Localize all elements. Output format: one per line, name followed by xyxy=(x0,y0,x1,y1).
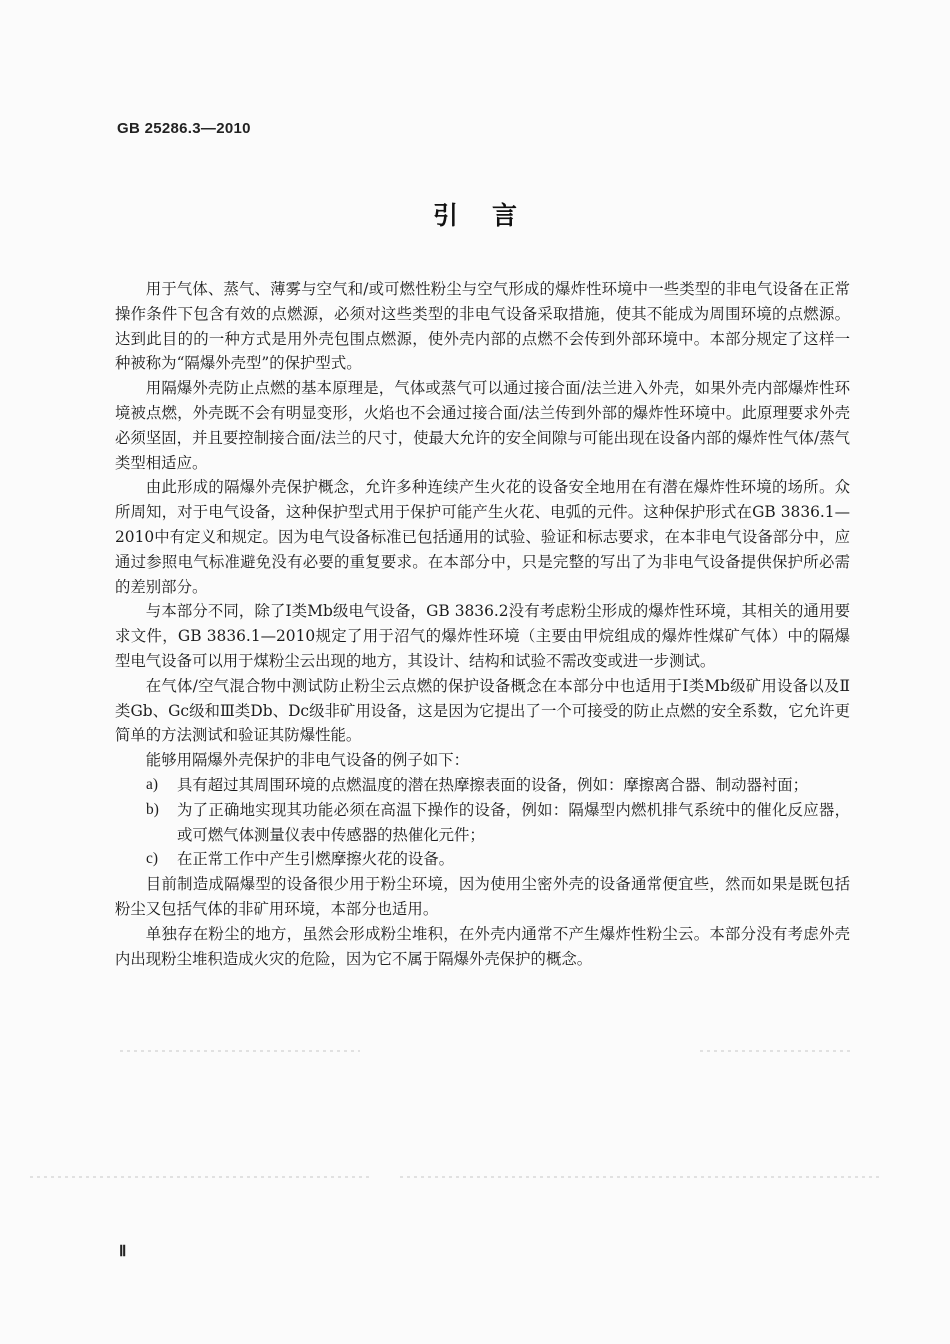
list-marker: c) xyxy=(146,850,158,868)
list-item xyxy=(115,798,850,848)
page-title: 引言 xyxy=(432,201,551,230)
document-body xyxy=(115,277,850,971)
list-item xyxy=(115,847,850,872)
list-item-text: 在正常工作中产生引燃摩擦火花的设备。 xyxy=(177,850,455,869)
list-item-text: 为了正确地实现其功能必须在高温下操作的设备，例如：隔爆型内燃机排气系统中的催化反应器，或可燃气体测量仪表中传感器的热催化元件； xyxy=(177,800,850,844)
list-item xyxy=(115,773,850,798)
scan-artifact xyxy=(30,1176,370,1178)
paragraph: 用隔爆外壳防止点燃的基本原理是，气体或蒸气可以通过接合面/法兰进入外壳，如果外壳内部爆炸性环境被点燃，外壳既不会有明显变形，火焰也不会通过接合面/法兰传到外部的爆炸性环境中。此原理要求外壳必须坚固，并且要控制接合面/法兰的尺寸，使最大允许的安全间隙与可能出现在设备内部的爆炸性气体/蒸气类型相适应。 xyxy=(115,379,850,472)
paragraph: 由此形成的隔爆外壳保护概念，允许多种连续产生火花的设备安全地用在有潜在爆炸性环境的场所。众所周知，对于电气设备，这种保护型式用于保护可能产生火花、电弧的元件。这种保护形式在GB 3836.1—2010中有定义和规定。因为电气设备标准已包括通用的试验、验证和标志要求，在本非电气设备部分中，应通过参照电气标准避免没有必要的重复要求。在本部分中，只是完整的写出了为非电气设备提供保护所必需的差别部分。 xyxy=(115,478,850,596)
list-marker: b) xyxy=(146,800,159,818)
paragraph: 能够用隔爆外壳保护的非电气设备的例子如下： xyxy=(145,751,470,770)
paragraph: 单独存在粉尘的地方，虽然会形成粉尘堆积，在外壳内通常不产生爆炸性粉尘云。本部分没有考虑外壳内出现粉尘堆积造成火灾的危险，因为它不属于隔爆外壳保护的概念。 xyxy=(115,924,850,968)
list-marker: a) xyxy=(146,775,158,793)
scan-artifact xyxy=(400,1176,880,1178)
scan-artifact xyxy=(700,1050,850,1052)
list-item-text: 具有超过其周围环境的点燃温度的潜在热摩擦表面的设备，例如：摩擦离合器、制动器衬面； xyxy=(177,775,809,794)
paragraph: 目前制造成隔爆型的设备很少用于粉尘环境，因为使用尘密外壳的设备通常便宜些，然而如果是既包括粉尘又包括气体的非矿用环境，本部分也适用。 xyxy=(115,875,850,918)
paragraph: 在气体/空气混合物中测试防止粉尘云点燃的保护设备概念在本部分中也适用于Ⅰ类Mb级矿用设备以及Ⅱ类Gb、Gc级和Ⅲ类Db、Dc级非矿用设备，这是因为它提出了一个可接受的防止点燃的安全系数，它允许更简单的方法测试和验证其防爆性能。 xyxy=(115,676,850,745)
scan-artifact xyxy=(120,1050,360,1052)
paragraph: 用于气体、蒸气、薄雾与空气和/或可燃性粉尘与空气形成的爆炸性环境中一些类型的非电气设备在正常操作条件下包含有效的点燃源，必须对这些类型的非电气设备采取措施，使其不能成为周围环境的点燃源。达到此目的的一种方式是用外壳包围点燃源，使外壳内部的点燃不会传到外部环境中。本部分规定了这样一种被称为“隔爆外壳型”的保护型式。 xyxy=(115,280,850,373)
page-number: Ⅱ xyxy=(119,1244,127,1260)
paragraph: 与本部分不同，除了Ⅰ类Mb级电气设备，GB 3836.2没有考虑粉尘形成的爆炸性环境，其相关的通用要求文件，GB 3836.1—2010规定了用于沼气的爆炸性环境（主要由甲烷组成的爆炸性煤矿气体）中的隔爆型电气设备可以用于煤粉尘云出现的地方，其设计、结构和试验不需改变或进一步测试。 xyxy=(115,602,850,670)
standard-code: GB 25286.3—2010 xyxy=(117,120,251,137)
